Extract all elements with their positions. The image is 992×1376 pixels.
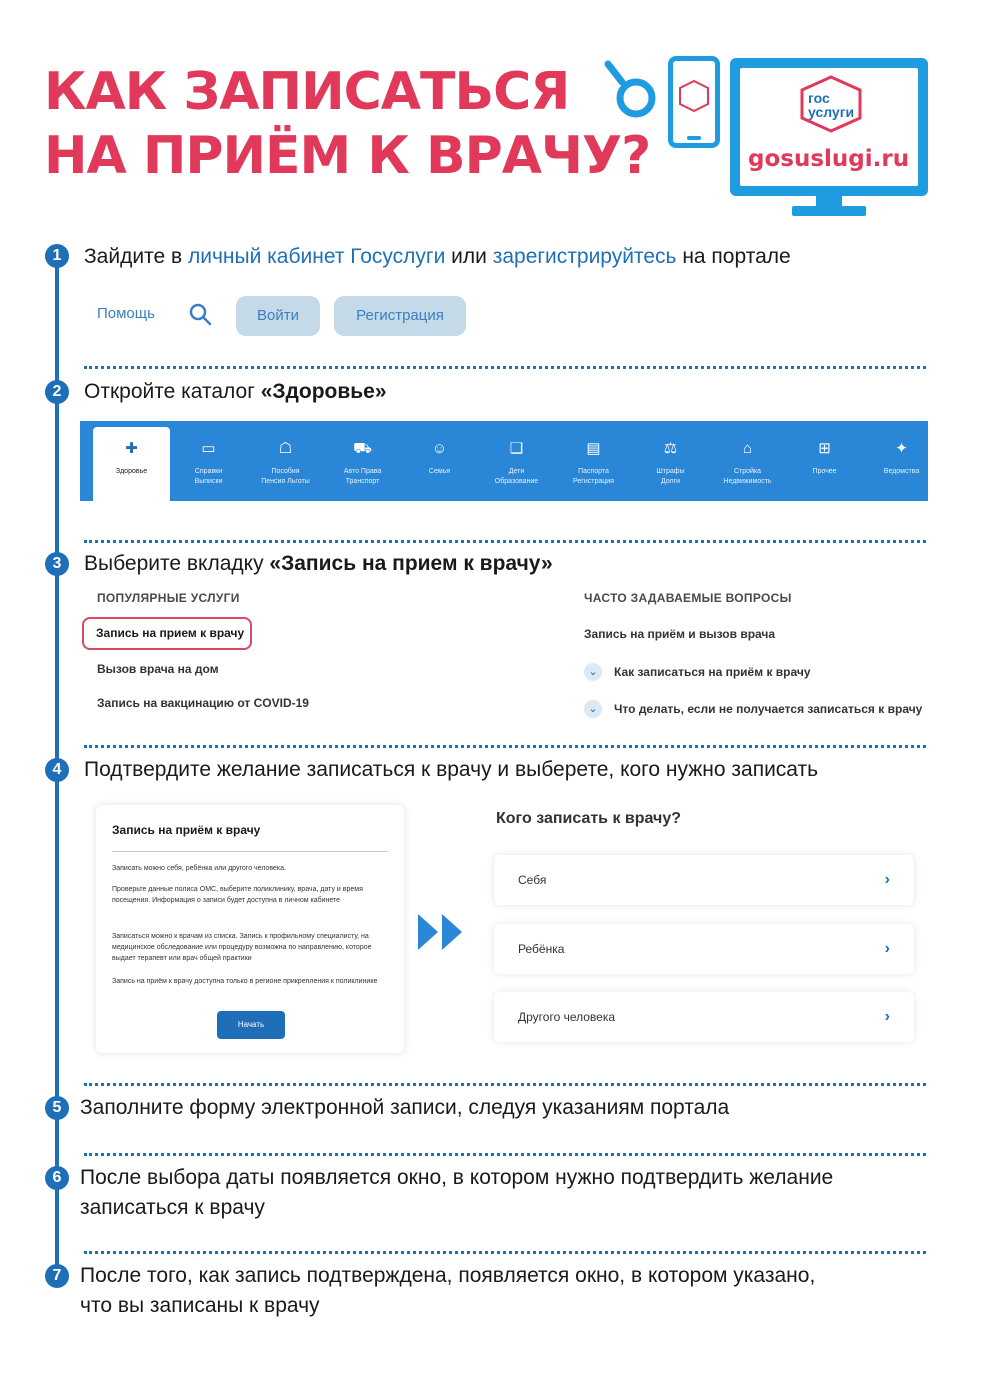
option-label: Другого человека — [518, 1010, 616, 1024]
divider — [84, 1251, 926, 1254]
step-1-pre: Зайдите в — [84, 245, 188, 268]
catalog-tab-label: Авто Права Транспорт — [343, 468, 382, 485]
login-button[interactable]: Войти — [236, 296, 320, 336]
card-paragraph: Записаться можно к врачам из списка. Запись к профильному специалисту, на медицинское обследование или процедуру возможна по направлению, которое выдает терапевт или врач общей практики — [112, 933, 372, 962]
magnifier-icon — [600, 58, 662, 124]
step-1-post: на портале — [676, 245, 791, 268]
page-title-line-2: НА ПРИЁМ К ВРАЧУ? — [44, 126, 651, 186]
option-child[interactable] — [494, 924, 914, 974]
monitor-icon — [730, 58, 928, 196]
appointment-card — [96, 805, 404, 1053]
monitor-base — [792, 206, 866, 216]
register-link[interactable]: зарегистрируйтесь — [492, 245, 677, 268]
register-button[interactable]: Регистрация — [334, 296, 466, 336]
catalog-tab-benefits[interactable] — [247, 421, 324, 501]
catalog-tab-fines[interactable] — [632, 421, 709, 501]
step-2-bold: «Здоровье» — [260, 380, 387, 403]
step-2-pre: Откройте каталог — [84, 380, 261, 403]
catalog-tab-family[interactable] — [401, 421, 478, 501]
gosuslugi-logo-small — [677, 79, 711, 113]
catalog-tab-label: Пособия Пенсия Льготы — [261, 468, 310, 485]
page-title-line-1: КАК ЗАПИСАТЬСЯ — [44, 62, 570, 122]
chevron-down-icon[interactable]: ⌄ — [584, 663, 602, 681]
divider — [84, 366, 926, 369]
phone-icon — [668, 56, 720, 148]
start-button[interactable]: Начать — [217, 1011, 285, 1039]
catalog-tab-departments[interactable] — [863, 421, 940, 501]
chevron-right-icon: › — [884, 871, 890, 888]
construction-icon: ⌂ — [742, 440, 753, 457]
step-5-text: Заполните форму электронной записи, следуя указаниям портала — [80, 1096, 730, 1119]
step-3-text — [84, 549, 553, 579]
step-7-line-1: После того, как запись подтверждена, появляется окно, в котором указано, — [80, 1264, 816, 1287]
card-divider — [112, 851, 388, 852]
divider — [84, 540, 926, 543]
step-2-text — [84, 377, 387, 407]
option-label: Себя — [518, 873, 547, 887]
step-6-line-1: После выбора даты появляется окно, в котором нужно подтвердить желание — [80, 1166, 834, 1189]
logo-text-gos: гос — [808, 90, 830, 106]
health-icon: ✚ — [125, 440, 138, 457]
catalog-bar — [80, 421, 928, 501]
catalog-tab-label: Прочее — [812, 468, 837, 475]
step-7-badge: 7 — [45, 1264, 69, 1288]
help-link[interactable]: Помощь — [97, 305, 155, 322]
popular-services-title: ПОПУЛЯРНЫЕ УСЛУГИ — [97, 591, 240, 605]
catalog-tab-other[interactable] — [786, 421, 863, 501]
benefits-icon: ☖ — [278, 440, 293, 457]
catalog-tab-passports[interactable] — [555, 421, 632, 501]
service-vaccination[interactable]: Запись на вакцинацию от COVID-19 — [97, 696, 309, 710]
departments-icon: ✦ — [895, 440, 908, 457]
step-2-badge: 2 — [45, 380, 69, 404]
search-icon[interactable] — [188, 302, 214, 328]
chevron-down-icon[interactable]: ⌄ — [584, 700, 602, 718]
step-4-text: Подтвердите желание записаться к врачу и выберете, кого нужно записать — [84, 758, 819, 781]
catalog-tab-construction[interactable] — [709, 421, 786, 501]
card-paragraph: Запись на приём к врачу доступна только в регионе прикрепления к поликлинике — [112, 978, 378, 985]
step-6-line-2: записаться к врачу — [80, 1196, 265, 1219]
step-6-badge: 6 — [45, 1166, 69, 1190]
transport-icon: ⛟ — [353, 440, 372, 457]
step-5-badge: 5 — [45, 1096, 69, 1120]
faq-title: ЧАСТО ЗАДАВАЕМЫЕ ВОПРОСЫ — [584, 591, 792, 605]
catalog-tab-certificates[interactable] — [170, 421, 247, 501]
catalog-tab-transport[interactable] — [324, 421, 401, 501]
step-1-mid: или — [445, 245, 493, 268]
catalog-tab-label: Справки Выписки — [194, 468, 223, 485]
passports-icon: ▤ — [586, 440, 601, 457]
step-3-pre: Выберите вкладку — [84, 552, 270, 575]
option-self[interactable] — [494, 855, 914, 905]
double-arrow-icon — [418, 912, 466, 952]
divider — [84, 1083, 926, 1086]
step-4-badge: 4 — [45, 758, 69, 782]
personal-account-link[interactable]: личный кабинет Госуслуги — [187, 245, 446, 268]
step-7-line-2: что вы записаны к врачу — [80, 1294, 320, 1317]
catalog-tab-label: Паспорта Регистрация — [573, 468, 614, 485]
catalog-tab-label: Ведомства — [883, 468, 920, 475]
fines-icon: ⚖ — [663, 440, 678, 457]
card-title: Запись на приём к врачу — [112, 823, 261, 837]
service-appointment-selected[interactable]: Запись на прием к врачу — [82, 617, 252, 650]
service-home-visit[interactable]: Вызов врача на дом — [97, 662, 219, 676]
step-1-badge: 1 — [45, 244, 69, 268]
faq-heading: Запись на приём и вызов врача — [584, 627, 776, 641]
card-paragraph: Проверьте данные полиса ОМС, выберите поликлинику, врача, дату и время посещения. Информация о записи будет доступна в личном кабинете — [112, 886, 363, 904]
step-3-bold: «Запись на прием к врачу» — [269, 552, 553, 575]
chevron-right-icon: › — [884, 940, 890, 957]
catalog-tab-label: Семья — [428, 468, 451, 475]
catalog-tab-children[interactable] — [478, 421, 555, 501]
catalog-tab-label: Стройка Недвижимость — [723, 468, 772, 485]
option-label: Ребёнка — [518, 942, 565, 956]
other-icon: ⊞ — [818, 440, 831, 457]
step-3-badge: 3 — [45, 552, 69, 576]
chevron-right-icon: › — [884, 1008, 890, 1025]
catalog-tab-label: Штрафы Долги — [656, 468, 685, 485]
step-1-text — [84, 242, 791, 272]
gosuslugi-url: gosuslugi.ru — [748, 146, 910, 172]
divider — [84, 745, 926, 748]
phone-home-bar — [687, 136, 701, 140]
who-title: Кого записать к врачу? — [496, 810, 681, 827]
option-other-person[interactable] — [494, 992, 914, 1042]
catalog-tab-health[interactable] — [93, 427, 170, 501]
card-paragraph: Записать можно себя, ребёнка или другого человека. — [112, 865, 286, 872]
catalog-tab-label: Дети Образование — [494, 468, 539, 485]
faq-item[interactable]: Как записаться на приём к врачу — [614, 665, 811, 679]
catalog-tab-label: Здоровье — [115, 468, 148, 475]
children-icon: ❑ — [509, 440, 524, 457]
certificates-icon: ▭ — [201, 440, 216, 457]
divider — [84, 1153, 926, 1156]
logo-text-uslugi: услуги — [808, 104, 855, 120]
faq-item[interactable]: Что делать, если не получается записаться к врачу — [614, 702, 923, 716]
family-icon: ☺ — [431, 440, 448, 457]
